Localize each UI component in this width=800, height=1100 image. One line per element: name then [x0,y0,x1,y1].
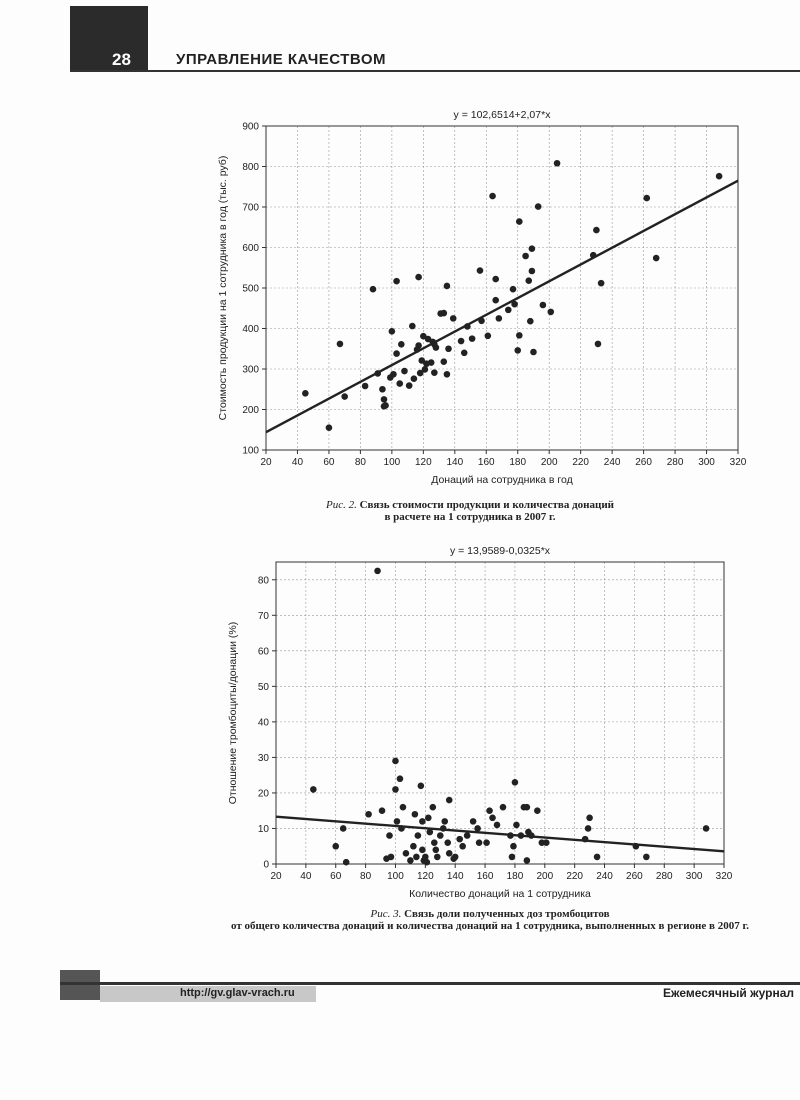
data-point [410,843,417,850]
x-tick-label: 220 [566,871,584,882]
footer-rule [60,982,800,985]
data-point [332,843,339,850]
data-point [516,218,523,225]
data-point [505,307,512,314]
x-tick-label: 280 [666,457,684,468]
data-point [483,839,490,846]
data-point [424,859,431,866]
data-point [431,839,438,846]
data-point [529,268,536,275]
data-point [400,804,407,811]
data-point [529,245,536,252]
x-tick-label: 200 [536,871,554,882]
data-point [476,839,483,846]
data-point [509,854,516,861]
data-point [419,818,426,825]
data-point [393,278,400,285]
data-point [444,371,451,378]
y-axis-label: Стоимость продукции на 1 сотрудника в год (тыс. руб) [217,155,229,421]
data-point [418,783,425,790]
header-dark-block [70,6,148,70]
figure-3-caption-line1: Связь доли полученных доз тромбоцитов [404,908,610,920]
data-point [401,368,408,375]
x-axis-label: Донаций на сотрудника в год [431,474,573,486]
data-point [362,383,369,390]
data-point [489,815,496,822]
data-point [585,825,592,832]
data-point [547,309,554,316]
page-number: 28 [112,50,131,69]
x-tick-label: 40 [300,871,312,882]
data-point [415,342,422,349]
data-point [598,280,605,287]
data-point [543,839,550,846]
data-point [530,349,537,356]
data-point [374,568,381,575]
data-point [595,341,602,348]
data-point [586,815,593,822]
y-tick-label: 100 [242,445,259,457]
x-tick-label: 200 [540,457,558,468]
data-point [390,371,397,378]
data-point [703,825,710,832]
data-point [379,807,386,814]
data-point [413,854,420,861]
data-point [452,854,459,861]
data-point [388,854,395,861]
data-point [403,850,410,857]
header-rule [70,70,800,72]
x-tick-label: 100 [383,457,401,468]
data-point [716,173,723,180]
data-point [525,277,532,284]
data-point [540,302,547,309]
plot-frame [276,562,724,864]
x-tick-label: 320 [729,457,747,468]
data-point [510,286,517,293]
x-tick-label: 260 [635,457,652,468]
data-point [310,786,317,793]
data-point [444,283,451,290]
x-tick-label: 20 [270,871,282,882]
y-tick-label: 20 [257,788,269,800]
figure-2-caption-line1: Связь стоимости продукции и количества донаций [359,499,615,511]
x-tick-label: 80 [360,871,372,882]
x-tick-label: 60 [323,457,335,468]
y-tick-label: 900 [242,121,259,133]
data-point [409,323,416,330]
figure-2-caption-line2: в расчете на 1 сотрудника в 2007 г. [384,511,556,523]
x-tick-label: 100 [387,871,404,882]
data-point [412,811,419,818]
data-point [594,854,601,861]
data-point [446,797,453,804]
data-point [534,807,541,814]
data-point [512,779,519,786]
y-tick-label: 800 [242,162,259,173]
y-axis-label: Отношение тромбоциты/донации (%) [227,621,239,805]
data-point [440,358,447,365]
data-point [492,276,499,283]
y-tick-label: 30 [257,752,269,764]
x-tick-label: 160 [477,457,495,468]
data-point [510,843,517,850]
y-tick-label: 600 [242,243,259,254]
data-point [535,203,542,210]
y-tick-label: 400 [242,324,259,335]
x-tick-label: 240 [603,457,621,468]
data-point [446,850,453,857]
y-tick-label: 70 [257,610,269,622]
data-point [653,255,660,262]
figure-2-caption [230,499,710,523]
data-point [469,335,476,342]
data-point [522,253,529,260]
data-point [494,822,501,829]
data-point [411,375,418,382]
x-axis-label: Количество донаций на 1 сотрудника [409,888,591,900]
data-point [441,818,448,825]
data-point [440,310,447,317]
x-tick-label: 160 [476,871,494,882]
x-tick-label: 40 [291,457,304,468]
x-tick-label: 140 [446,457,464,468]
data-point [419,846,426,853]
footer-dark-block [60,970,100,1000]
data-point [340,825,347,832]
x-tick-label: 20 [260,457,272,468]
section-title: УПРАВЛЕНИЕ КАЧЕСТВОМ [176,51,387,68]
figure-3-caption [180,908,800,932]
y-tick-label: 700 [242,202,259,214]
x-tick-label: 140 [446,871,464,882]
data-point [432,846,439,853]
y-tick-label: 0 [263,859,269,871]
data-point [393,350,400,357]
x-tick-label: 180 [509,457,527,468]
y-tick-label: 300 [242,364,259,376]
y-tick-label: 200 [242,405,259,416]
figure-3-caption-line2: от общего количества донаций и количества донаций на 1 сотрудника, выполненных в регионе в 2007 г. [231,920,749,932]
regression-equation: y = 13,9589-0,0325*x [449,545,551,557]
data-point [381,396,388,403]
footer-url[interactable]: http://gv.glav-vrach.ru [180,987,295,999]
y-tick-label: 60 [257,646,269,658]
data-point [485,332,492,339]
data-point [430,804,437,811]
regression-line [266,181,738,433]
data-point [477,267,484,274]
x-tick-label: 300 [698,457,715,468]
data-point [396,380,403,387]
x-tick-label: 80 [354,457,366,468]
data-point [415,832,422,839]
data-point [428,359,435,366]
data-point [461,350,468,357]
data-point [492,297,499,304]
data-point [437,832,444,839]
data-point [524,804,531,811]
data-point [407,857,414,864]
data-point [516,332,523,339]
data-point [459,843,466,850]
figure-2-label: Рис. 2. [325,499,357,511]
x-tick-label: 300 [685,871,703,882]
data-point [415,274,422,281]
data-point [397,775,404,782]
x-tick-label: 220 [572,457,590,468]
x-tick-label: 180 [506,871,524,882]
chart-cost-vs-donations [210,100,770,500]
data-point [643,195,650,202]
y-tick-label: 80 [257,575,269,587]
data-point [425,815,432,822]
data-point [456,836,463,843]
data-point [422,366,429,373]
data-point [500,804,507,811]
data-point [398,341,405,348]
y-tick-label: 10 [257,823,269,835]
chart-platelets-vs-donations [210,538,770,908]
data-point [445,345,452,352]
x-tick-label: 120 [416,871,434,882]
data-point [513,822,520,829]
data-point [386,832,393,839]
data-point [496,315,503,322]
data-point [643,854,650,861]
data-point [379,386,386,393]
data-point [524,857,531,864]
data-point [365,811,372,818]
x-tick-label: 260 [626,871,643,882]
x-tick-label: 320 [715,871,733,882]
y-tick-label: 40 [257,717,269,729]
data-point [489,193,496,200]
data-point [341,393,348,400]
data-point [337,341,344,348]
x-tick-label: 120 [414,457,432,468]
data-point [382,402,389,409]
x-tick-label: 280 [655,871,673,882]
footer-journal-name: Ежемесячный журнал [662,986,794,1000]
data-point [392,758,399,765]
data-point [302,390,309,397]
data-point [486,807,493,814]
regression-equation: y = 102,6514+2,07*x [453,109,551,121]
data-point [474,825,481,832]
data-point [370,286,377,293]
data-point [389,328,396,335]
data-point [394,818,401,825]
data-point [433,344,440,351]
data-point [434,854,441,861]
data-point [514,347,521,354]
data-point [444,839,451,846]
data-point [470,818,477,825]
data-point [343,859,350,866]
data-point [464,832,471,839]
data-point [458,338,465,345]
y-tick-label: 50 [257,681,269,693]
data-point [593,227,600,234]
x-tick-label: 240 [596,871,613,882]
data-point [554,160,561,167]
data-point [406,382,413,389]
data-point [392,786,399,793]
x-tick-label: 60 [330,871,342,882]
data-point [431,369,438,376]
regression-line [276,817,724,852]
y-tick-label: 500 [242,283,259,295]
data-point [326,424,333,431]
data-point [450,315,457,322]
data-point [527,318,534,325]
figure-3-label: Рис. 3. [370,908,402,920]
